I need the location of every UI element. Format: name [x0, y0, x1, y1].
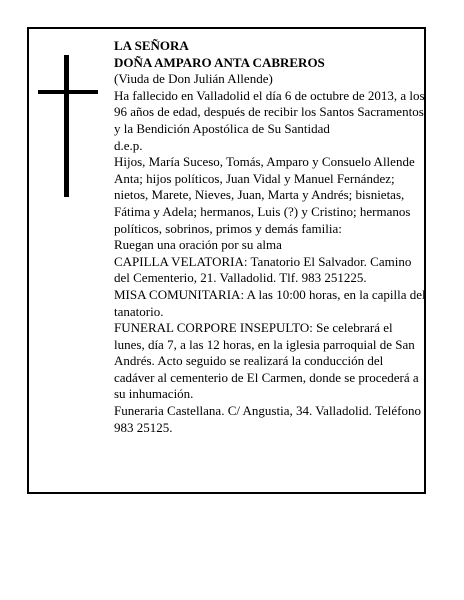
cross-vertical-bar: [64, 55, 69, 197]
heading-title: LA SEÑORA: [114, 38, 189, 53]
latin-cross-icon: [38, 55, 98, 197]
funeral-home-info: Funeraria Castellana. C/ Angustia, 34. Valladolid. Teléfono 983 25125.: [114, 403, 421, 435]
dep-line: d.e.p.: [114, 137, 143, 153]
mass-info: MISA COMUNITARIA: A las 10:00 horas, en la capilla del tanatorio.: [114, 286, 426, 319]
prayer-request: Ruegan una oración por su alma: [114, 237, 282, 253]
family-paragraph: Hijos, María Suceso, Tomás, Amparo y Consuelo Allende Anta; hijos políticos, Juan Vidal y Manuel Fernández; nietos, Marete, Nieves, Juan, Marta y Andrés; bisnietas, Fátima y Adela; hermanos, Luis (?) y Cristino; hermanos políticos, sobrinos, primos y demás familia:: [114, 154, 415, 236]
chapel-info: CAPILLA VELATORIA: Tanatorio El Salvador. Camino del Cementerio, 21. Valladolid. Tlf. 983 251225.: [114, 253, 412, 286]
funeral-info: FUNERAL CORPORE INSEPULTO: Se celebrará el lunes, día 7, a las 12 horas, en la iglesia parroquial de San Andrés. Acto seguido se realizará la conducción del cadáver al cementerio de El Carmen, donde se procederá a su inhumación.: [114, 320, 419, 402]
deceased-name: DOÑA AMPARO ANTA CABREROS: [114, 54, 325, 70]
death-paragraph: Ha fallecido en Valladolid el día 6 de octubre de 2013, a los 96 años de edad, después de recibir los Santos Sacramentos y la Bendición Apostólica de Su Santidad: [114, 87, 425, 136]
obituary-text: [114, 38, 426, 436]
cross-horizontal-bar: [38, 90, 98, 94]
widow-of-line: (Viuda de Don Julián Allende): [114, 71, 273, 87]
